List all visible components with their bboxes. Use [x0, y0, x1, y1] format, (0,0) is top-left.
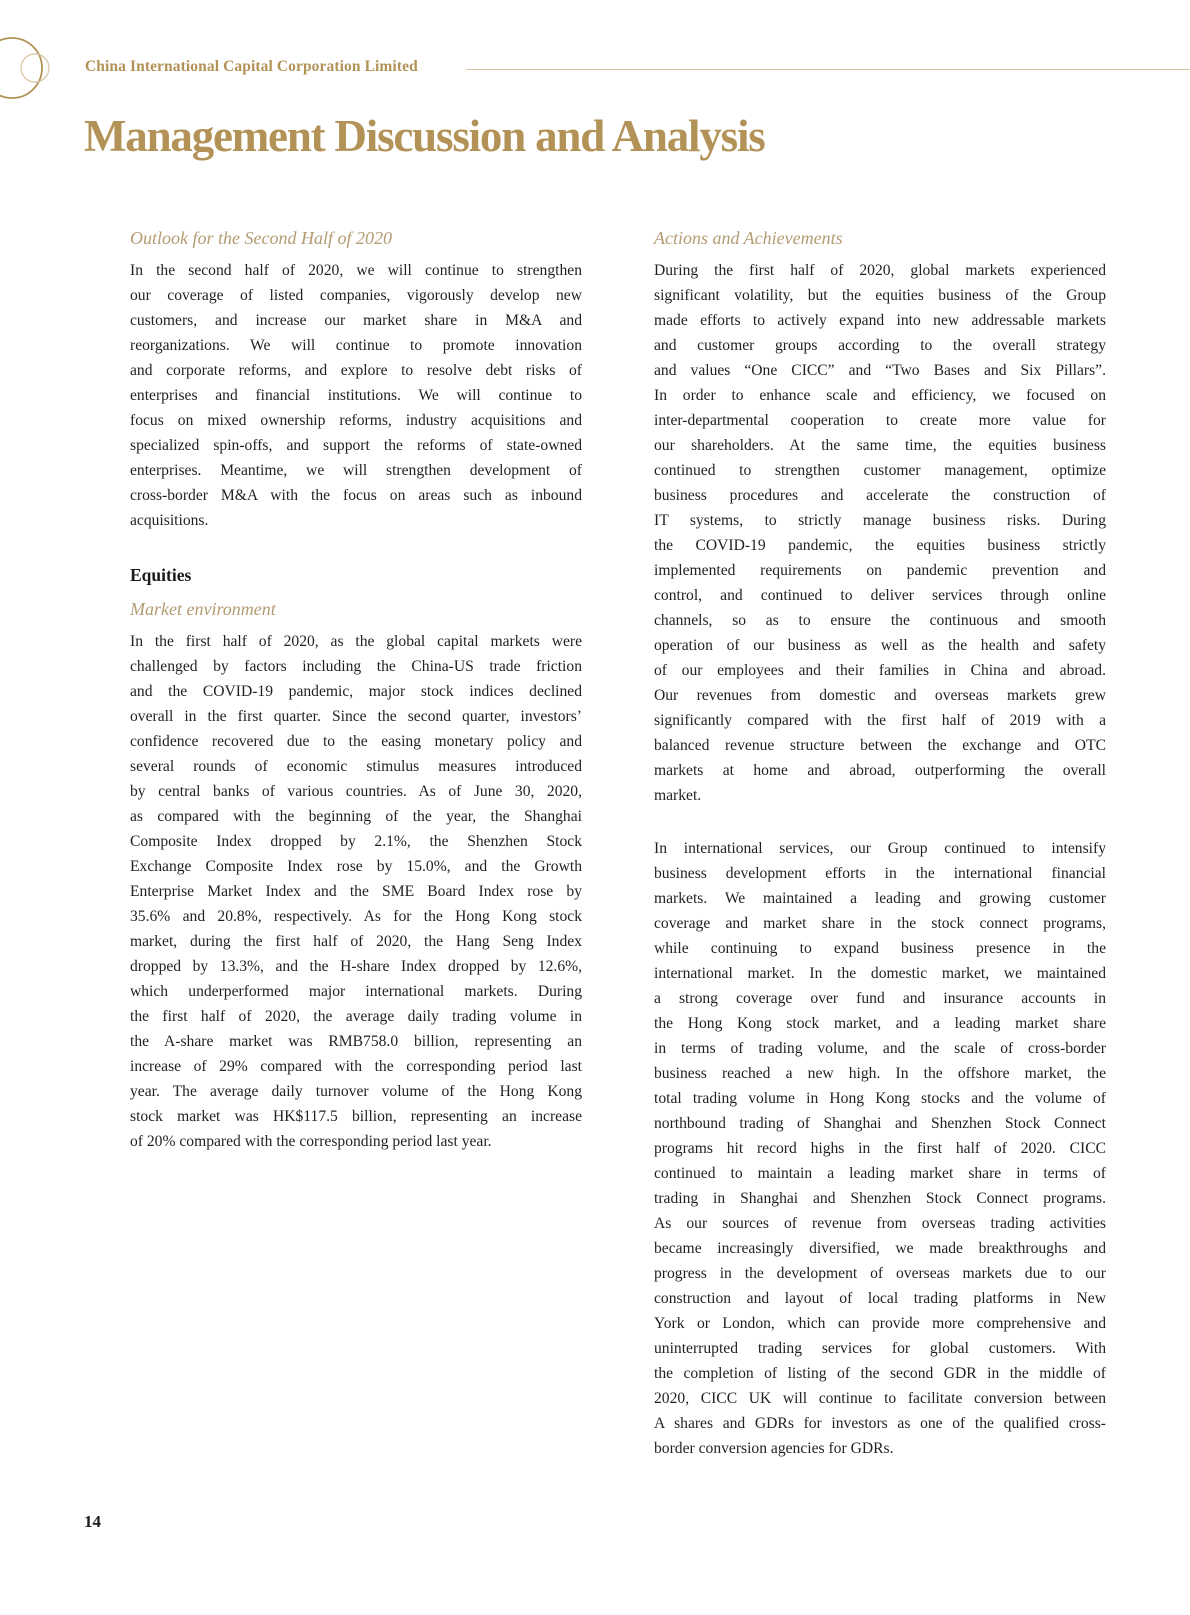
text-line: a strong coverage over fund and insurance accounts in	[654, 990, 1106, 1007]
text-line: inter-departmental cooperation to create more value for	[654, 412, 1106, 429]
text-line: dropped by 13.3%, and the H-share Index dropped by 12.6%,	[130, 958, 582, 975]
text-line: challenged by factors including the China-US trade friction	[130, 658, 582, 675]
market-environment-paragraph	[130, 629, 582, 1154]
text-line: IT systems, to strictly manage business risks. During	[654, 512, 1106, 529]
text-line: border conversion agencies for GDRs.	[654, 1440, 894, 1457]
text-line: A shares and GDRs for investors as one of the qualified cross-	[654, 1415, 1106, 1432]
text-line: our shareholders. At the same time, the equities business	[654, 437, 1106, 454]
text-line: stock market was HK$117.5 billion, representing an increase	[130, 1108, 582, 1125]
text-line: in terms of trading volume, and the scale of cross-border	[654, 1040, 1106, 1057]
text-line: programs hit record highs in the first half of 2020. CICC	[654, 1140, 1106, 1157]
company-name: China International Capital Corporation Limited	[85, 58, 418, 75]
text-line: In the first half of 2020, as the global capital markets were	[130, 633, 582, 650]
text-line: by central banks of various countries. As of June 30, 2020,	[130, 783, 582, 800]
text-line: made efforts to actively expand into new addressable markets	[654, 312, 1106, 329]
header-divider	[466, 69, 1190, 70]
right-column	[654, 224, 1106, 1461]
text-line: 2020, CICC UK will continue to facilitate conversion between	[654, 1390, 1106, 1407]
text-line: cross-border M&A with the focus on areas such as inbound	[130, 487, 582, 504]
text-line: year. The average daily turnover volume of the Hong Kong	[130, 1083, 582, 1100]
text-line: operation of our business as well as the health and safety	[654, 637, 1106, 654]
text-line: In the second half of 2020, we will continue to strengthen	[130, 262, 582, 279]
text-line: As our sources of revenue from overseas trading activities	[654, 1215, 1106, 1232]
text-line: In international services, our Group continued to intensify	[654, 840, 1106, 857]
text-line: Our revenues from domestic and overseas markets grew	[654, 687, 1106, 704]
spacer	[654, 808, 1106, 836]
text-line: Enterprise Market Index and the SME Board Index rose by	[130, 883, 582, 900]
text-line: reorganizations. We will continue to promote innovation	[130, 337, 582, 354]
text-line: markets. We maintained a leading and growing customer	[654, 890, 1106, 907]
text-line: and customer groups according to the overall strategy	[654, 337, 1106, 354]
text-line: the completion of listing of the second GDR in the middle of	[654, 1365, 1106, 1382]
text-line: coverage and market share in the stock connect programs,	[654, 915, 1106, 932]
text-line: acquisitions.	[130, 512, 209, 529]
text-line: customers, and increase our market share in M&A and	[130, 312, 582, 329]
page-number: 14	[84, 1512, 101, 1531]
text-line: confidence recovered due to the easing monetary policy and	[130, 733, 582, 750]
text-line: implemented requirements on pandemic prevention and	[654, 562, 1106, 579]
text-line: significantly compared with the first half of 2019 with a	[654, 712, 1106, 729]
text-line: In order to enhance scale and efficiency, we focused on	[654, 387, 1106, 404]
text-line: During the first half of 2020, global markets experienced	[654, 262, 1106, 279]
text-line: as compared with the beginning of the year, the Shanghai	[130, 808, 582, 825]
text-line: total trading volume in Hong Kong stocks and the volume of	[654, 1090, 1106, 1107]
left-column	[130, 224, 582, 1154]
text-line: channels, so as to ensure the continuous and smooth	[654, 612, 1106, 629]
spacer	[130, 533, 582, 561]
text-line: focus on mixed ownership reforms, industry acquisitions and	[130, 412, 582, 429]
outlook-paragraph	[130, 258, 582, 533]
text-line: continued to strengthen customer management, optimize	[654, 462, 1106, 479]
text-line: markets at home and abroad, outperforming the overall	[654, 762, 1106, 779]
text-line: of our employees and their families in China and abroad.	[654, 662, 1106, 679]
market-environment-heading: Market environment	[130, 599, 276, 619]
text-line: business procedures and accelerate the construction of	[654, 487, 1106, 504]
text-line: overall in the first quarter. Since the second quarter, investors’	[130, 708, 582, 725]
text-line: while continuing to expand business presence in the	[654, 940, 1106, 957]
text-line: and corporate reforms, and explore to resolve debt risks of	[130, 362, 582, 379]
text-line: 35.6% and 20.8%, respectively. As for the Hong Kong stock	[130, 908, 582, 925]
text-line: balanced revenue structure between the exchange and OTC	[654, 737, 1106, 754]
page-title: Management Discussion and Analysis	[84, 111, 765, 161]
text-line: market, during the first half of 2020, the Hang Seng Index	[130, 933, 582, 950]
text-line: our coverage of listed companies, vigorously develop new	[130, 287, 582, 304]
actions-heading: Actions and Achievements	[654, 228, 843, 248]
text-line: the first half of 2020, the average daily trading volume in	[130, 1008, 582, 1025]
text-line: the Hong Kong stock market, and a leading market share	[654, 1015, 1106, 1032]
text-line: trading in Shanghai and Shenzhen Stock Connect programs.	[654, 1190, 1106, 1207]
text-line: increase of 29% compared with the corresponding period last	[130, 1058, 582, 1075]
text-line: Exchange Composite Index rose by 15.0%, and the Growth	[130, 858, 582, 875]
text-line: international market. In the domestic market, we maintained	[654, 965, 1106, 982]
actions-paragraph-1	[654, 258, 1106, 808]
equities-heading: Equities	[130, 565, 192, 585]
text-line: progress in the development of overseas markets due to our	[654, 1265, 1106, 1282]
text-line: enterprises and financial institutions. We will continue to	[130, 387, 582, 404]
text-line: the COVID-19 pandemic, the equities business strictly	[654, 537, 1106, 554]
text-line: several rounds of economic stimulus measures introduced	[130, 758, 582, 775]
actions-paragraph-2	[654, 836, 1106, 1461]
text-line: market.	[654, 787, 702, 804]
text-line: business development efforts in the international financial	[654, 865, 1106, 882]
text-line: business reached a new high. In the offshore market, the	[654, 1065, 1106, 1082]
text-line: Composite Index dropped by 2.1%, the Shenzhen Stock	[130, 833, 582, 850]
text-line: enterprises. Meantime, we will strengthen development of	[130, 462, 582, 479]
text-line: northbound trading of Shanghai and Shenzhen Stock Connect	[654, 1115, 1106, 1132]
text-line: which underperformed major international markets. During	[130, 983, 582, 1000]
text-line: significant volatility, but the equities business of the Group	[654, 287, 1106, 304]
double-circle-logo-icon	[0, 36, 60, 100]
outlook-heading: Outlook for the Second Half of 2020	[130, 228, 392, 248]
text-line: construction and layout of local trading platforms in New	[654, 1290, 1106, 1307]
text-line: York or London, which can provide more comprehensive and	[654, 1315, 1106, 1332]
text-line: and values “One CICC” and “Two Bases and Six Pillars”.	[654, 362, 1106, 379]
text-line: and the COVID-19 pandemic, major stock indices declined	[130, 683, 582, 700]
text-line: became increasingly diversified, we made breakthroughs and	[654, 1240, 1106, 1257]
text-line: specialized spin-offs, and support the reforms of state-owned	[130, 437, 582, 454]
text-line: uninterrupted trading services for global customers. With	[654, 1340, 1106, 1357]
text-line: control, and continued to deliver services through online	[654, 587, 1106, 604]
text-line: of 20% compared with the corresponding period last year.	[130, 1133, 492, 1150]
text-line: the A-share market was RMB758.0 billion, representing an	[130, 1033, 582, 1050]
text-line: continued to maintain a leading market share in terms of	[654, 1165, 1106, 1182]
